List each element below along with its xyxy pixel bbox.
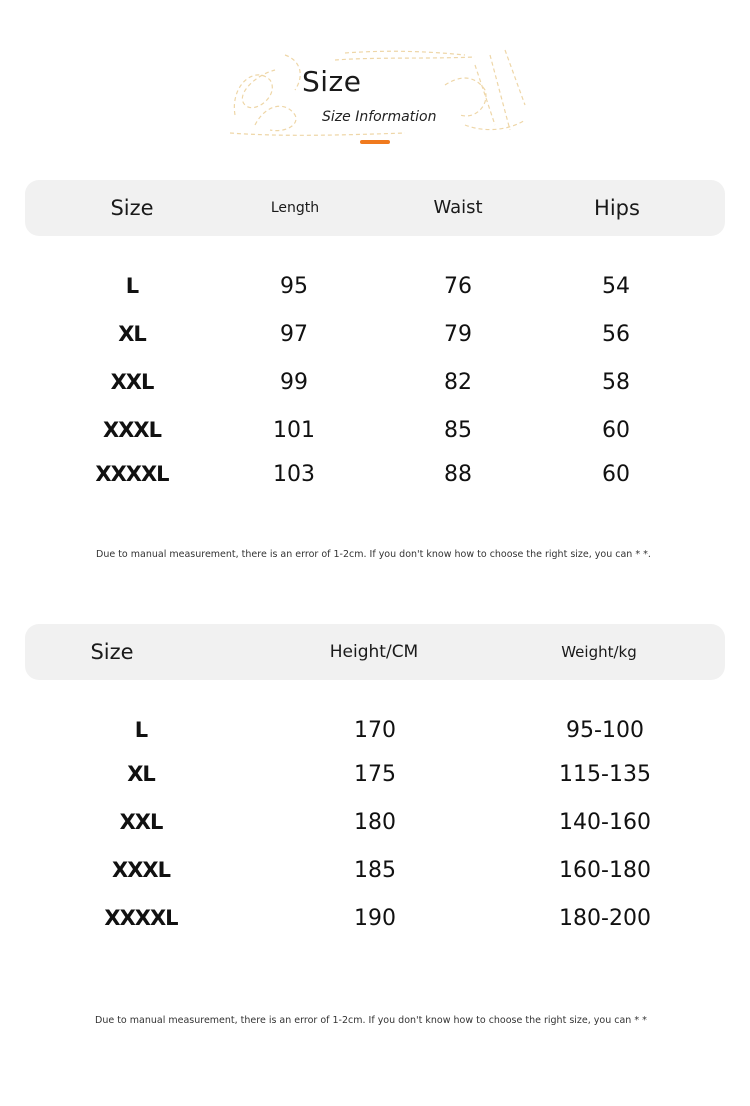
- table2-row: [0, 810, 750, 840]
- size-cell: XXL: [110, 370, 154, 394]
- waist-cell: 79: [444, 322, 472, 347]
- table1-header-length: Length: [270, 200, 320, 216]
- table2-row: [0, 906, 750, 936]
- height-cell: 185: [354, 858, 396, 883]
- size-cell: L: [125, 274, 139, 298]
- weight-cell: 180-200: [559, 906, 651, 931]
- weight-cell: 115-135: [559, 762, 651, 787]
- table1-row: [0, 322, 750, 352]
- size-cell: XXL: [119, 810, 163, 834]
- size-cell: XL: [127, 762, 155, 786]
- length-cell: 101: [273, 418, 315, 443]
- height-cell: 190: [354, 906, 396, 931]
- table2-header-height: Height/CM: [329, 642, 419, 662]
- weight-cell: 160-180: [559, 858, 651, 883]
- length-cell: 95: [280, 274, 308, 299]
- title-accent-bar: [360, 140, 390, 144]
- size-cell: XXXXL: [95, 462, 169, 486]
- table2-row: [0, 718, 750, 748]
- table1-row: [0, 462, 750, 492]
- height-cell: 180: [354, 810, 396, 835]
- hips-cell: 60: [602, 462, 630, 487]
- size-cell: L: [134, 718, 148, 742]
- hips-cell: 60: [602, 418, 630, 443]
- table1-row: [0, 370, 750, 400]
- size-cell: XXXL: [112, 858, 170, 882]
- length-cell: 99: [280, 370, 308, 395]
- table1-row: [0, 274, 750, 304]
- length-cell: 103: [273, 462, 315, 487]
- weight-cell: 140-160: [559, 810, 651, 835]
- table2-row: [0, 858, 750, 888]
- waist-cell: 82: [444, 370, 472, 395]
- waist-cell: 85: [444, 418, 472, 443]
- table1-row: [0, 418, 750, 448]
- length-cell: 97: [280, 322, 308, 347]
- size-cell: XXXXL: [104, 906, 178, 930]
- table2-header: [25, 624, 725, 680]
- hips-cell: 58: [602, 370, 630, 395]
- size-cell: XL: [118, 322, 146, 346]
- table2-header-weight: Weight/kg: [561, 643, 637, 661]
- table2-header-size: Size: [90, 640, 134, 664]
- section-title-block: [225, 45, 530, 137]
- table1-header-hips: Hips: [594, 196, 640, 220]
- page-title: Size: [302, 65, 362, 98]
- height-cell: 175: [354, 762, 396, 787]
- page-subtitle: Size Information: [322, 109, 437, 125]
- size-cell: XXXL: [103, 418, 161, 442]
- table2-row: [0, 762, 750, 792]
- hips-cell: 54: [602, 274, 630, 299]
- height-cell: 170: [354, 718, 396, 743]
- table1-header: [25, 180, 725, 236]
- hips-cell: 56: [602, 322, 630, 347]
- measurement-note: Due to manual measurement, there is an error of 1-2cm. If you don't know how to choose the right size, you can * *: [95, 1015, 647, 1026]
- table1-header-size: Size: [110, 196, 154, 220]
- waist-cell: 88: [444, 462, 472, 487]
- measurement-note: Due to manual measurement, there is an error of 1-2cm. If you don't know how to choose the right size, you can * *.: [96, 549, 651, 560]
- table1-header-waist: Waist: [433, 197, 483, 218]
- weight-cell: 95-100: [566, 718, 644, 743]
- waist-cell: 76: [444, 274, 472, 299]
